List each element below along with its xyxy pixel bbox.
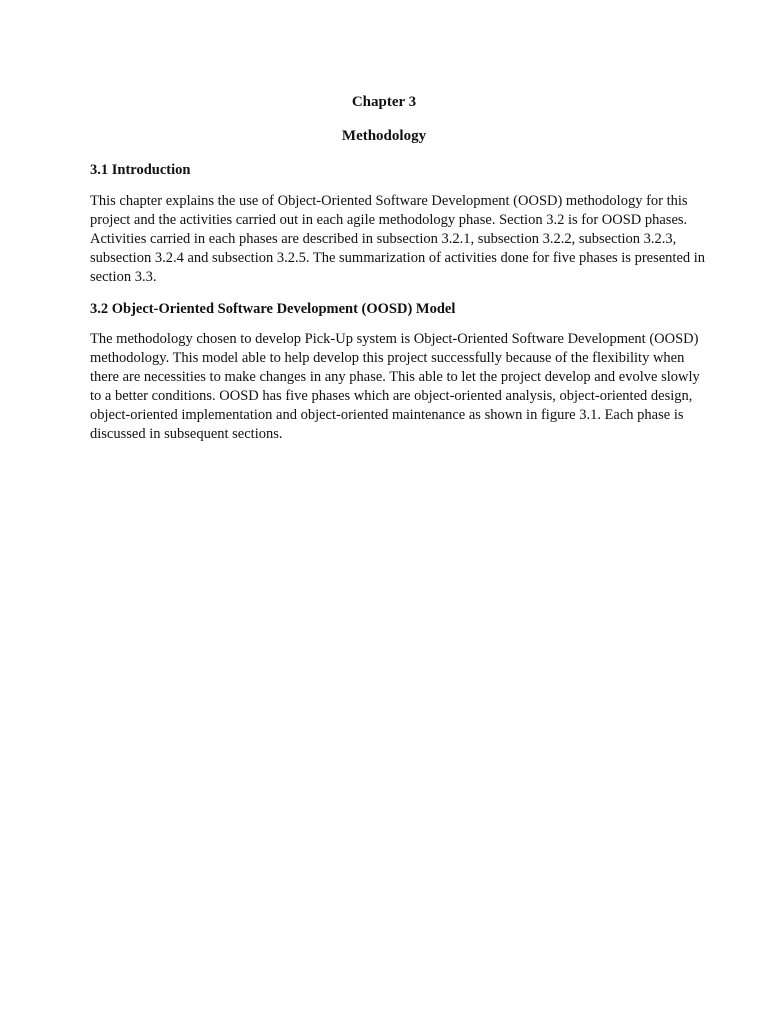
paragraph-line: to a better conditions. OOSD has five phases which are object-oriented analysis, object-oriented design, xyxy=(90,388,693,404)
introduction-paragraph xyxy=(90,192,706,287)
paragraph-line: Activities carried in each phases are described in subsection 3.2.1, subsection 3.2.2, subsection 3.2.3, xyxy=(90,231,677,247)
section-heading-oosd-model: 3.2 Object-Oriented Software Development (OOSD) Model xyxy=(90,301,456,317)
chapter-label: Chapter 3 xyxy=(351,94,417,110)
paragraph-line: section 3.3. xyxy=(90,269,157,285)
section-heading-introduction: 3.1 Introduction xyxy=(90,162,191,178)
chapter-title: Methodology xyxy=(341,128,427,144)
paragraph-line: This chapter explains the use of Object-Oriented Software Development (OOSD) methodology for this xyxy=(90,193,688,209)
paragraph-line: The methodology chosen to develop Pick-Up system is Object-Oriented Software Development (OOSD) xyxy=(90,331,699,347)
paragraph-line: discussed in subsequent sections. xyxy=(90,426,283,442)
paragraph-line: methodology. This model able to help develop this project successfully because of the flexibility when xyxy=(90,350,685,366)
paragraph-line: subsection 3.2.4 and subsection 3.2.5. The summarization of activities done for five phases is presented in xyxy=(90,250,706,266)
paragraph-line: there are necessities to make changes in any phase. This able to let the project develop and evolve slowly xyxy=(90,369,700,385)
paragraph-line: object-oriented implementation and object-oriented maintenance as shown in figure 3.1. Each phase is xyxy=(90,407,684,423)
oosd-model-paragraph xyxy=(90,330,700,444)
paragraph-line: project and the activities carried out in each agile methodology phase. Section 3.2 is for OOSD phases. xyxy=(90,212,688,228)
